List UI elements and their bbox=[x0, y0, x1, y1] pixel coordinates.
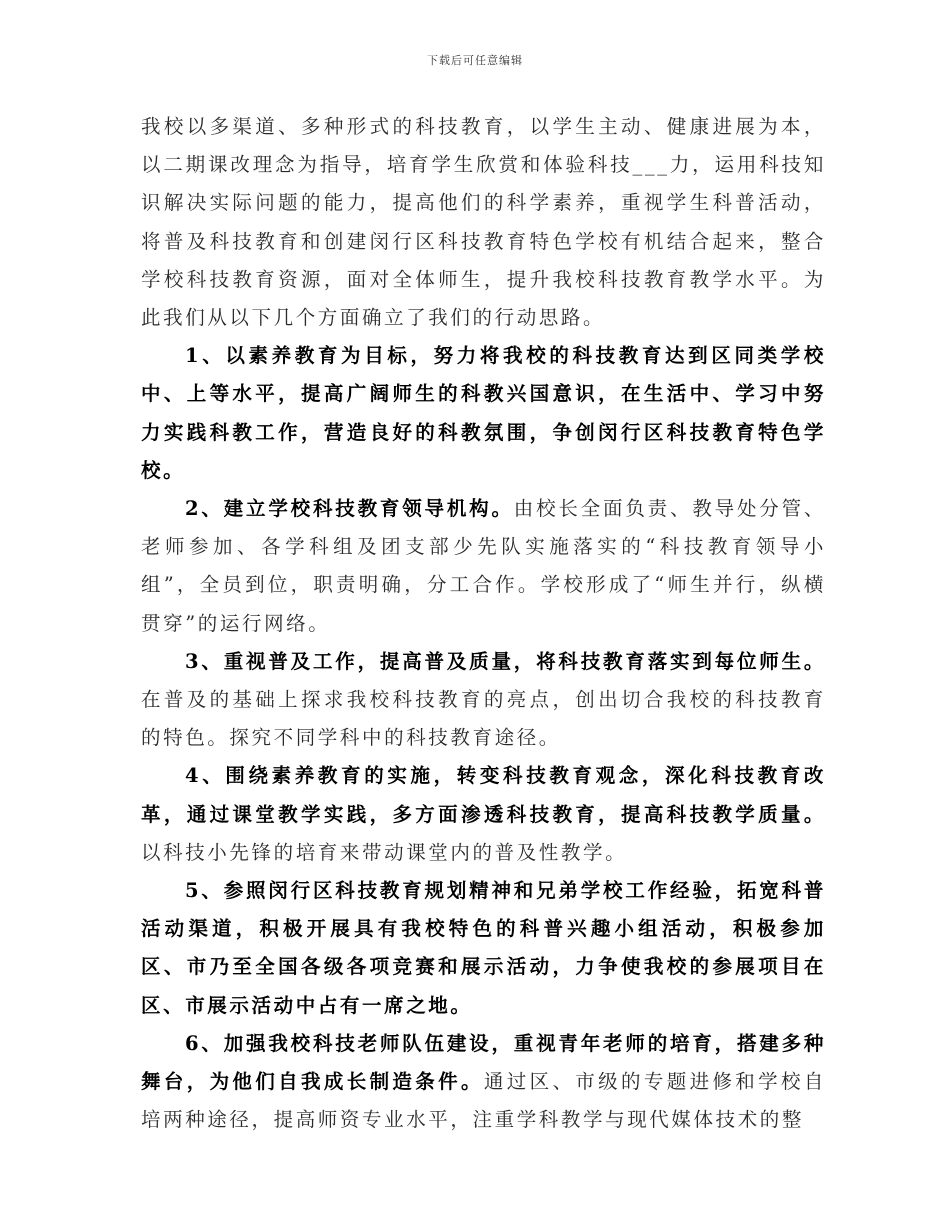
intro-text: 我校以多渠道、多种形式的科技教育，以学生主动、健康进展为本，以二期课改理念为指导，培育学生欣赏和体验科技___力，运用科技知识解决实际问题的能力，提高他们的科学素养，重视学生科普活动，将普及科技教育和创建闵行区科技教育特色学校有机结合起来，整合学校科技教育资源，面对全体师生，提升我校科技教育教学水平。为此我们从以下几个方面确立了我们的行动思路。 bbox=[141, 115, 826, 330]
paragraph-3-heading: 3、重视普及工作，提高普及质量，将科技教育落实到每位师生。 bbox=[185, 649, 826, 673]
paragraph-3-text: 在普及的基础上探求我校科技教育的亮点，创出切合我校的科技教育的特色。探究不同学科中的科技教育途径。 bbox=[141, 688, 826, 750]
paragraph-5-heading: 5、参照闵行区科技教育规划精神和兄弟学校工作经验，拓宽科普活动渠道，积极开展具有我校特色的科普兴趣小组活动，积极参加区、市乃至全国各级各项竞赛和展示活动，力争使我校的参展项目在区、市展示活动中占有一席之地。 bbox=[141, 879, 826, 1017]
paragraph-2-text: 由校长全面负责、教导处分管、老师参加、各学科组及团支部少先队实施落实的“科技教育领导小组”，全员到位，职责明确，分工合作。学校形成了“师生并行，纵横贯穿”的运行网络。 bbox=[141, 497, 826, 635]
page-header-note: 下载后可任意编辑 bbox=[427, 54, 523, 67]
paragraph-4-heading: 4、围绕素养教育的实施，转变科技教育观念，深化科技教育改革，通过课堂教学实践，多方面渗透科技教育，提高科技教学质量。 bbox=[141, 764, 826, 826]
paragraph-1-heading: 1、以素养教育为目标，努力将我校的科技教育达到区同类学校中、上等水平，提高广阔师生的科教兴国意识，在生活中、学习中努力实践科教工作，营造良好的科教氛围，争创闵行区科技教育特色学校。 bbox=[141, 344, 826, 482]
paragraph-6-heading: 6、加强我校科技老师队伍建设，重视青年老师的培育，搭建多种舞台，为他们自我成长制造条件。 bbox=[141, 1031, 826, 1094]
paragraph-2-heading: 2、建立学校科技教育领导机构。 bbox=[185, 497, 514, 521]
intro-paragraph bbox=[141, 108, 826, 337]
paragraph-1 bbox=[141, 337, 826, 490]
paragraph-2 bbox=[141, 490, 826, 643]
paragraph-6-text: 通过区、市级的专题进修和学校自培两种途径，提高师资专业水平，注重学科教学与现代媒体技术的整 bbox=[141, 1070, 826, 1132]
paragraph-3 bbox=[141, 643, 826, 758]
paragraph-4-text: 以科技小先锋的培育来带动课堂内的普及性教学。 bbox=[141, 840, 628, 864]
document-body bbox=[141, 108, 826, 1139]
paragraph-6 bbox=[141, 1025, 826, 1140]
paragraph-5 bbox=[141, 872, 826, 1025]
paragraph-4 bbox=[141, 757, 826, 872]
